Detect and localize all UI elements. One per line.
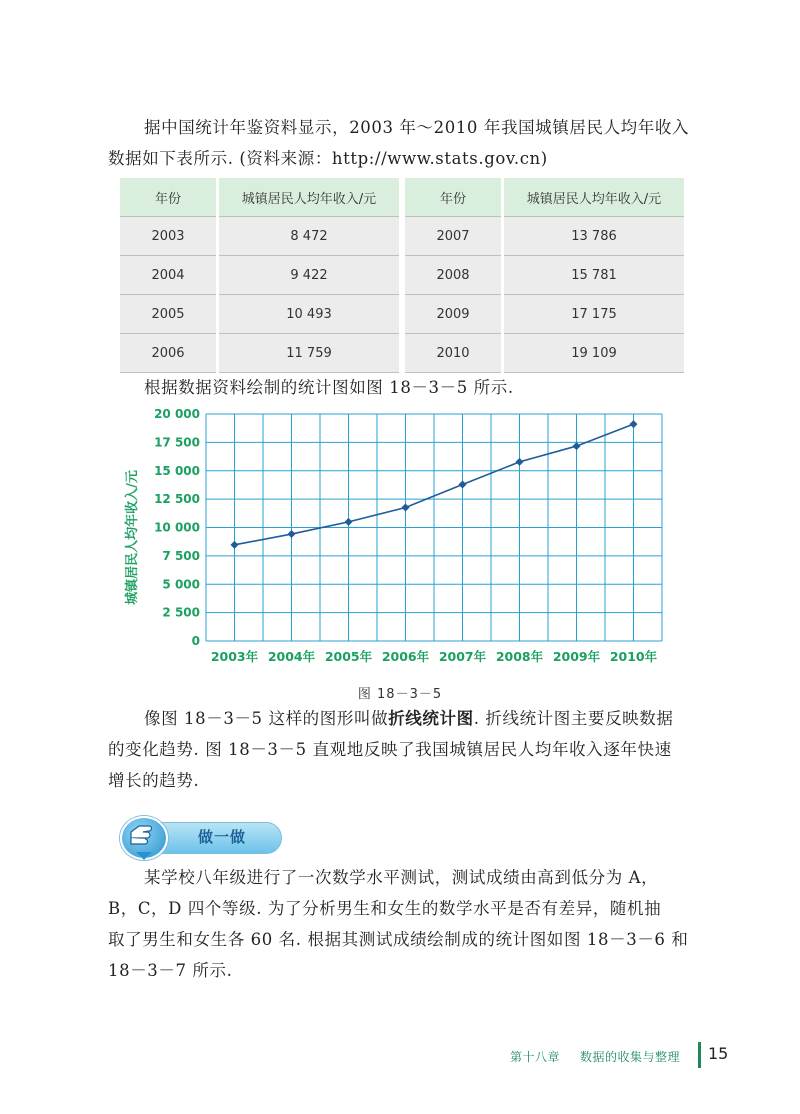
task-line-3: 取了男生和女生各 60 名. 根据其测试成绩绘制成的统计图如图 18－3－6 和 (108, 930, 689, 949)
explain-line-2: 的变化趋势. 图 18－3－5 直观地反映了我国城镇居民人均年收入逐年快速 (108, 740, 672, 759)
intro-paragraph (108, 112, 708, 174)
x-tick-label: 2007年 (438, 649, 487, 664)
task-line-4: 18－3－7 所示. (108, 961, 233, 980)
data-point (231, 541, 239, 549)
x-tick-label: 2006年 (381, 649, 430, 664)
cell-income: 17 175 (503, 295, 685, 334)
cell-year: 2007 (405, 217, 503, 256)
x-tick-label: 2005年 (324, 649, 373, 664)
y-tick-label: 2 500 (162, 605, 200, 620)
data-point (573, 442, 581, 450)
data-point (345, 518, 353, 526)
cell-year: 2010 (405, 334, 503, 373)
chart-intro (108, 372, 708, 403)
y-tick-label: 5 000 (162, 577, 200, 592)
income-line-chart (110, 400, 680, 670)
page-number: 15 (708, 1044, 729, 1063)
income-table (120, 178, 684, 373)
data-point (459, 481, 467, 489)
y-tick-label: 20 000 (154, 407, 200, 421)
cell-income: 19 109 (503, 334, 685, 373)
x-tick-label: 2009年 (552, 649, 601, 664)
task-line-2: B，C，D 四个等级. 为了分析男生和女生的数学水平是否有差异，随机抽 (108, 899, 662, 918)
y-tick-label: 0 (191, 634, 200, 648)
cell-income: 9 422 (218, 256, 400, 295)
cell-year: 2008 (405, 256, 503, 295)
cell-year: 2005 (120, 295, 218, 334)
intro-line-2: 数据如下表所示. (资料来源：http://www.stats.gov.cn) (108, 149, 548, 168)
footer-title: 数据的收集与整理 (580, 1050, 681, 1064)
cell-income: 11 759 (218, 334, 400, 373)
task-paragraph (108, 862, 708, 986)
x-tick-label: 2010年 (609, 649, 658, 664)
table-header-row (120, 178, 684, 217)
data-point (288, 530, 296, 538)
cell-year: 2009 (405, 295, 503, 334)
cell-year: 2003 (120, 217, 218, 256)
cell-income: 10 493 (218, 295, 400, 334)
do-it-badge (120, 816, 280, 860)
cell-year: 2006 (120, 334, 218, 373)
explain-line-1a: 像图 18－3－5 这样的图形叫做 (144, 709, 389, 728)
cell-income: 8 472 (218, 217, 400, 256)
line-chart-term: 折线统计图 (388, 709, 474, 728)
table-row (120, 295, 684, 334)
header-income-2: 城镇居民人均年收入/元 (503, 178, 685, 217)
cell-income: 15 781 (503, 256, 685, 295)
do-it-label: 做一做 (198, 828, 247, 846)
cell-income: 13 786 (503, 217, 685, 256)
y-tick-label: 12 500 (154, 492, 200, 507)
table-row (120, 334, 684, 373)
cell-year: 2004 (120, 256, 218, 295)
explain-line-1b: . 折线统计图主要反映数据 (473, 709, 674, 728)
data-point (402, 504, 410, 512)
y-tick-label: 15 000 (154, 463, 200, 478)
data-point (630, 420, 638, 428)
intro-line-1: 据中国统计年鉴资料显示，2003 年～2010 年我国城镇居民人均年收入 (144, 118, 690, 137)
x-tick-label: 2004年 (267, 649, 316, 664)
explain-paragraph (108, 703, 708, 796)
y-tick-label: 7 500 (162, 548, 200, 563)
pointing-hand-icon (122, 818, 162, 854)
explain-line-3: 增长的趋势. (108, 771, 200, 790)
y-axis-label: 城镇居民人均年收入/元 (125, 470, 140, 605)
figure-caption: 图 18－3－5 (357, 687, 443, 702)
header-year-1: 年份 (120, 178, 218, 217)
table-row (120, 217, 684, 256)
x-tick-label: 2008年 (495, 649, 544, 664)
y-tick-label: 10 000 (154, 520, 200, 535)
y-tick-label: 17 500 (154, 435, 200, 450)
header-income-1: 城镇居民人均年收入/元 (218, 178, 400, 217)
footer-divider (698, 1042, 701, 1068)
data-point (516, 458, 524, 466)
task-line-1: 某学校八年级进行了一次数学水平测试，测试成绩由高到低分为 A， (144, 868, 659, 887)
chart-intro-text: 根据数据资料绘制的统计图如图 18－3－5 所示. (144, 378, 514, 397)
header-year-2: 年份 (405, 178, 503, 217)
x-tick-label: 2003年 (210, 649, 259, 664)
footer-chapter: 第十八章 (510, 1050, 561, 1064)
table-row (120, 256, 684, 295)
